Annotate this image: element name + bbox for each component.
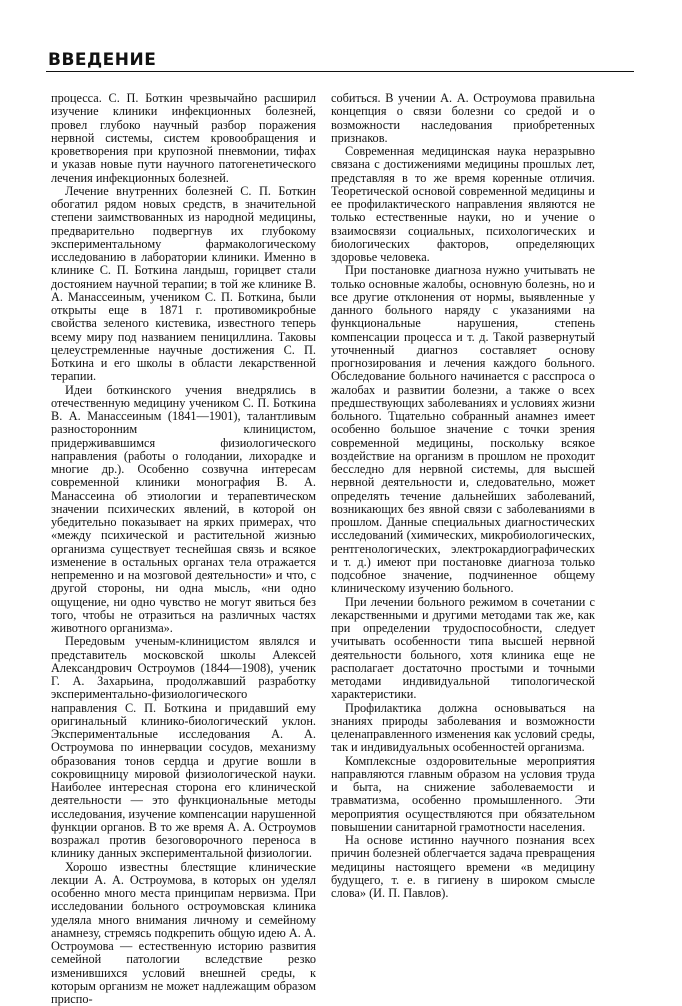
section-title: ВВЕДЕНИЕ bbox=[48, 50, 156, 70]
paragraph: Комплексные оздоровительные мероприятия направляются главным образом на условия труда и быта, на снижение заболеваемости и травматизма, особенно промышленного. Эти мероприятия осуществляются при обязательном повышении санитарной грамотности населения. bbox=[331, 755, 595, 835]
paragraph: процесса. С. П. Боткин чрезвычайно расширил изучение клиники инфекционных болезней, провел глубоко научный разбор поражения нервной системы, систем кровообращения и кроветворения при крупозной пневмонии, тифах и указав новые пути научного патогенетического лечения инфекционных болезней. bbox=[51, 92, 316, 185]
paragraph: Хорошо известны блестящие клинические лекции А. А. Остроумова, в которых он уделял особенно много места принципам нервизма. При исследовании больного остроумовская клиника уделяла много внимания личному и семейному анамнезу, стремясь подкрепить общую идею А. А. Остроумова — естественную историю развития семейной патологии вследствие резко изменившихся условий внешней среды, к которым организм не может надлежащим образом приспо- bbox=[51, 861, 316, 1006]
paragraph: Передовым ученым-клиницистом являлся и представитель московской школы Алексей Александрович Остроумов (1844—1908), ученик Г. А. Захарьина, продолжавший разработку экспериментально-физиологического направления С. П. Боткина и придавший ему оригинальный клинико-биологический уклон. Экспериментальные исследования А. А. Остроумова по иннервации сосудов, механизму образования тонов сердца и другие вошли в сокровищницу мировой физиологической науки. Наиболее интересная сторона его клинической деятельности — это функциональные методы исследования, изучение компенсации нарушенной функции органов. В то же время А. А. Остроумов возражал против безоговорочного переноса в клинику данных экспериментальной физиологии. bbox=[51, 635, 316, 860]
paragraph: При постановке диагноза нужно учитывать не только основные жалобы, основную болезнь, но и все другие отклонения от нормы, выявленные у данного больного наряду с указаниями на функциональные нарушения, степень компенсации процесса и т. д. Такой развернутый уточненный диагноз составляет основу прогнозирования и лечения каждого больного. Обследование больного начинается с расспроса о жалобах и развитии болезни, а также о всех предшествующих заболеваниях и условиях жизни больного. Тщательно собранный анамнез имеет особенно большое значение с точки зрения современной медицины, поскольку всякое воздействие на организм в прошлом не проходит бесследно для нервной системы, для высшей нервной деятельности и, следовательно, может определять течение дальнейших заболеваний, возникающих без явной связи с заболеваниями в прошлом. Данные специальных диагностических исследований (химических, микробиологических, рентгенологических, электрокардиографических и т. д.) имеют при постановке диагноза только подсобное значение, подчиненное общему клиническому изучению больного. bbox=[331, 264, 595, 595]
left-column bbox=[51, 92, 316, 1006]
paragraph: Современная медицинская наука неразрывно связана с достижениями медицины прошлых лет, представляя в то же время коренные отличия. Теоретической основой современной медицины и ее профилактического направления являются не только естественные науки, но и учение о взаимосвязи социальных, психологических и биологических факторов, определяющих здоровье человека. bbox=[331, 145, 595, 264]
paragraph: При лечении больного режимом в сочетании с лекарственными и другими методами так же, как при определении трудоспособности, следует учитывать особенности типа высшей нервной деятельности больного, хотя клиника еще не располагает достаточно простыми и точными методами индивидуальной типологической характеристики. bbox=[331, 596, 595, 702]
right-column bbox=[331, 92, 595, 900]
paragraph: Профилактика должна основываться на знаниях природы заболевания и возможности целенаправленного изменения как условий среды, так и индивидуальных особенностей организма. bbox=[331, 702, 595, 755]
paragraph: На основе истинно научного познания всех причин болезней облегчается задача превращения медицины настоящего времени «в медицину будущего, т. е. в гигиену в широком смысле слова» (И. П. Павлов). bbox=[331, 834, 595, 900]
header-rule bbox=[46, 71, 634, 72]
paragraph: Лечение внутренних болезней С. П. Боткин обогатил рядом новых средств, в значительной степени заимствованных из народной медицины, предварительно подвергнув их глубокому экспериментальному фармакологическому исследованию в лаборатории клиники. Именно в клинике С. П. Боткина ландыш, горицвет стали достоянием научной терапии; в той же клинике В. А. Манассеиным, учеником С. П. Боткина, были открыты еще в 1871 г. противомикробные свойства зеленого кистевика, известного теперь всему миру под названием пенициллина. Таковы целеустремленные научные достижения С. П. Боткина и его школы в области лекарственной терапии. bbox=[51, 185, 316, 384]
paragraph: собиться. В учении А. А. Остроумова правильна концепция о связи болезни со средой и о возможности наследования приобретенных признаков. bbox=[331, 92, 595, 145]
paragraph: Идеи боткинского учения внедрялись в отечественную медицину учеником С. П. Боткина В. А. Манассеиным (1841—1901), талантливым разносторонним клиницистом, придерживавшимся физиологического направления (работы о голодании, лихорадке и многие др.). Особенно созвучна интересам современной клиники монография В. А. Манассеина об этиологии и терапевтическом значении психических явлений, в которой он убедительно показывает на ярких примерах, что «между психической и растительной жизнью организма существует теснейшая связь и всякое изменение в остальных органах тела отражается непременно и на мозговой деятельности» и что, с другой стороны, ни одна мысль, «ни одно ощущение, ни одно чувство не могут явиться без того, чтобы не отразиться на различных частях животного организма». bbox=[51, 384, 316, 636]
